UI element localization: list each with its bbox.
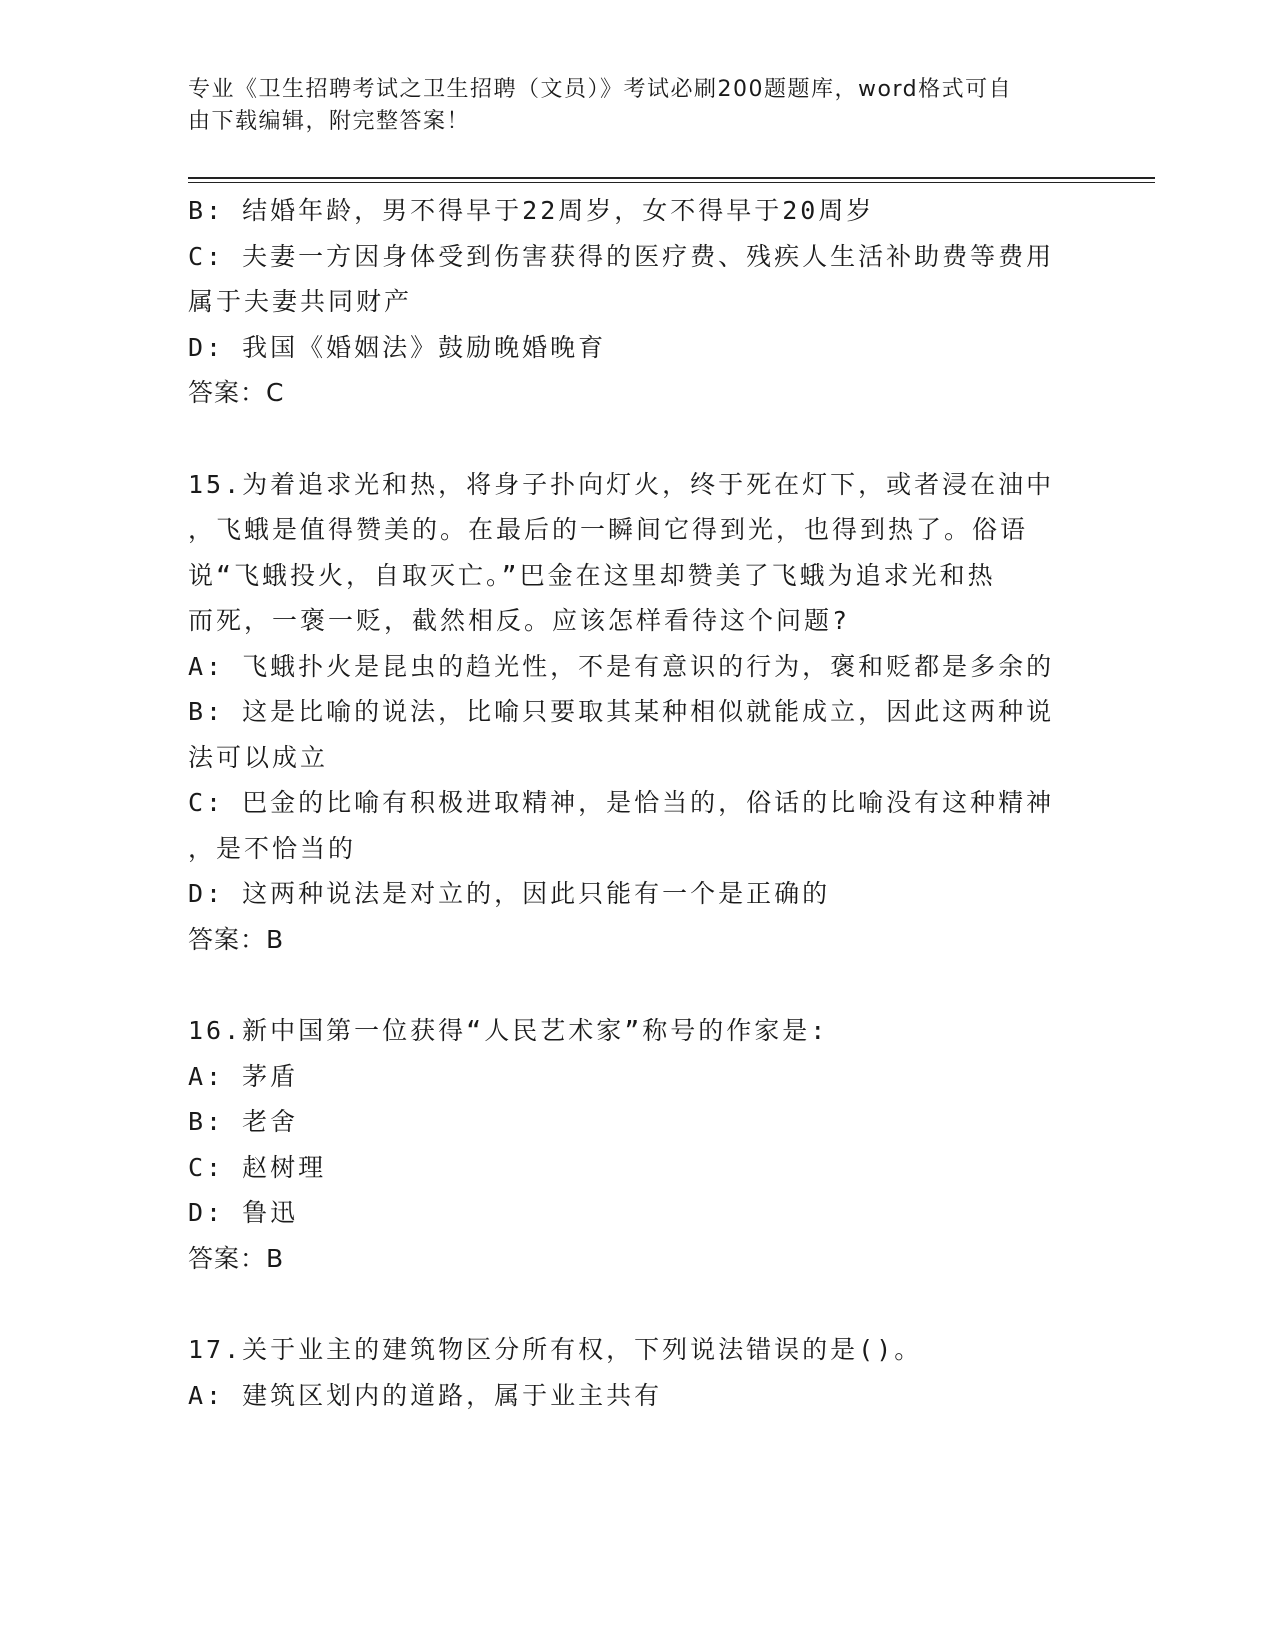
q17-stem: 17.关于业主的建筑物区分所有权，下列说法错误的是()。 — [188, 1335, 923, 1364]
q15-stem-line-3: 说“飞蛾投火，自取灭亡。”巴金在这里却赞美了飞蛾为追求光和热 — [188, 560, 996, 590]
header-line-1: 专业《卫生招聘考试之卫生招聘（文员）》考试必刷200题题库，word格式可自 — [188, 77, 1013, 102]
q17-option-a: A: 建筑区划内的道路，属于业主共有 — [188, 1380, 663, 1410]
q14-option-c-line-2: 属于夫妻共同财产 — [188, 287, 413, 316]
document-body — [188, 188, 1088, 1418]
q15-option-a: A: 飞蛾扑火是昆虫的趋光性，不是有意识的行为，褒和贬都是多余的 — [188, 651, 1055, 681]
q16-option-c: C: 赵树理 — [188, 1152, 327, 1182]
q14-option-b: B: 结婚年龄，男不得早于22周岁，女不得早于20周岁 — [188, 196, 875, 225]
spacer — [188, 1281, 1088, 1327]
q16-option-a: A: 茅盾 — [188, 1061, 299, 1091]
header-divider-thick — [188, 177, 1155, 179]
q15-option-c-line-1: C: 巴金的比喻有积极进取精神，是恰当的，俗话的比喻没有这种精神 — [188, 788, 1055, 817]
question-16 — [188, 1008, 1088, 1281]
spacer — [188, 416, 1088, 462]
q16-option-b: B: 老舍 — [188, 1107, 299, 1136]
q14-answer: 答案：C — [188, 378, 285, 407]
q15-stem-line-2: ，飞蛾是值得赞美的。在最后的一瞬间它得到光，也得到热了。俗语 — [188, 515, 1029, 544]
question-14 — [188, 188, 1088, 416]
q15-answer: 答案：B — [188, 924, 285, 954]
q15-option-b-line-2: 法可以成立 — [188, 742, 329, 772]
q14-option-d: D: 我国《婚姻法》鼓励晚婚晚育 — [188, 332, 607, 362]
header-divider-thin — [188, 182, 1155, 183]
q15-option-c-line-2: ，是不恰当的 — [188, 833, 357, 863]
q15-stem-line-4: 而死，一褒一贬，截然相反。应该怎样看待这个问题? — [188, 606, 851, 635]
q16-answer: 答案：B — [188, 1243, 285, 1273]
q15-option-d: D: 这两种说法是对立的，因此只能有一个是正确的 — [188, 879, 831, 908]
q16-stem: 16.新中国第一位获得“人民艺术家”称号的作家是: — [188, 1016, 829, 1045]
question-15 — [188, 462, 1088, 963]
header-line-2: 由下载编辑，附完整答案！ — [188, 109, 471, 134]
q14-option-c-line-1: C: 夫妻一方因身体受到伤害获得的医疗费、残疾人生活补助费等费用 — [188, 241, 1055, 271]
q16-option-d: D: 鲁迅 — [188, 1198, 299, 1227]
question-17 — [188, 1327, 1088, 1418]
spacer — [188, 962, 1088, 1008]
document-header — [188, 74, 1068, 138]
q15-stem-line-1: 15.为着追求光和热，将身子扑向灯火，终于死在灯下，或者浸在油中 — [188, 469, 1055, 499]
q15-option-b-line-1: B: 这是比喻的说法，比喻只要取其某种相似就能成立，因此这两种说 — [188, 697, 1055, 726]
